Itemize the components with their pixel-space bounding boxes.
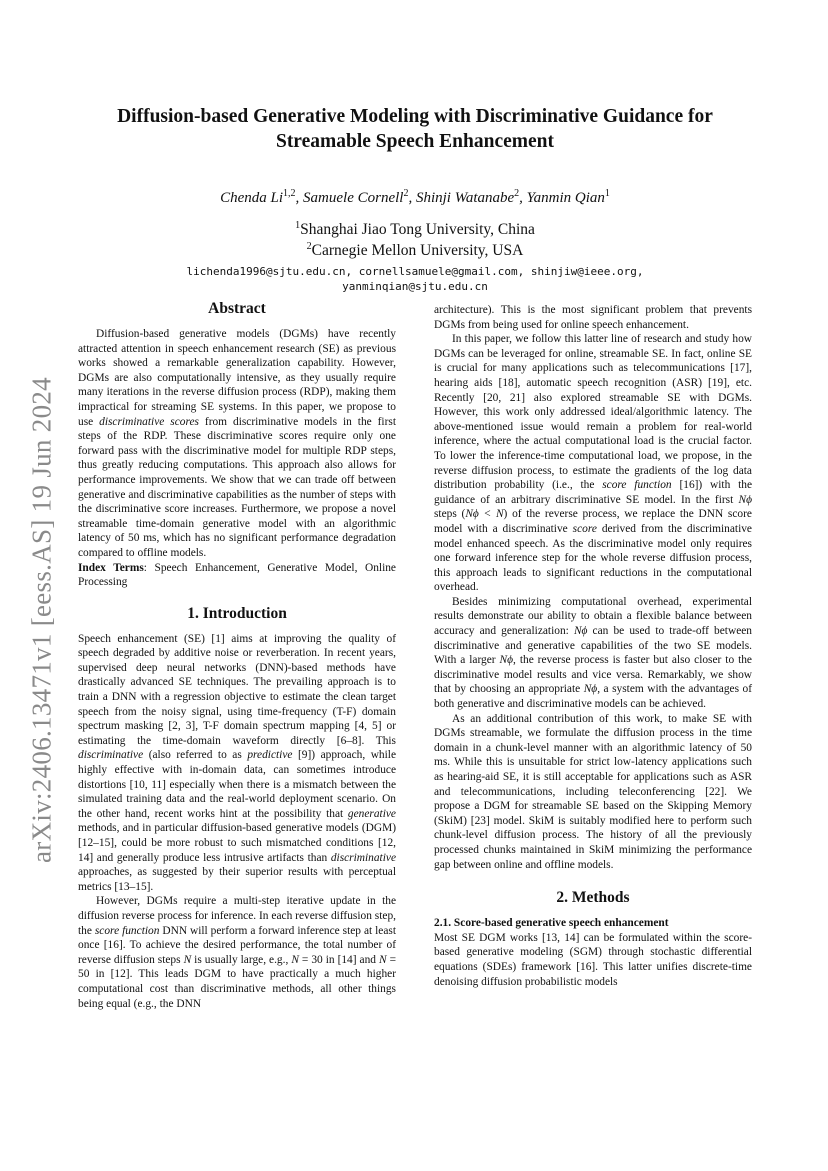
abstract-body — [78, 327, 396, 561]
title-line-1: Diffusion-based Generative Modeling with Discriminative Guidance for — [117, 106, 713, 127]
math-symbol: Nϕ — [573, 625, 588, 638]
author-affil-mark: 2 — [403, 188, 409, 199]
intro-paragraph-continued: architecture). This is the most significant problem that prevents DGMs from being used for online speech enhancement. — [434, 304, 752, 331]
title-line-2: Streamable Speech Enhancement — [275, 131, 555, 152]
body-text: can be used to trade-off between discriminative and generative capabilities of the two SE models. With a larger — [434, 625, 752, 667]
body-text: is usually large, e.g., — [191, 953, 292, 966]
methods-subsection-heading: 2.1. Score-based generative speech enhancement — [434, 917, 669, 930]
author-affil-mark: 1 — [604, 188, 610, 199]
author-name: Chenda Li — [220, 190, 284, 206]
right-column — [434, 303, 752, 989]
intro-paragraph-5: As an additional contribution of this work, to make SE with DGMs streamable, we formulate the diffusion process in the time domain in a chunk-level manner with an algorithmic latency of 50 ms. While this is unsuitable for strict low-latency applications such as hearing-aid SE, it is still acceptable for applications such as ASR and telecommunications, including teleconferencing [22]. We propose a DGM for streamable SE based on the Skipping Memory (SkiM) [23] model. SkiM is suitably modified here to perform such chunk-level diffusion process. The history of all the previously processed chunks maintained in SkiM minimizing the performance gap between online and offline models. — [434, 712, 752, 871]
body-text: Speech enhancement (SE) [1] aims at improving the quality of speech degraded by additive noise or reverberation. In recent years, supervised deep neural networks (DNN)-based methods have drastically advanced SE techniques. The prevailing approach is to train a DNN with a regression objective to estimate the clean target speech from the noisy signal, using time-frequency (T-F) domain spectrum masking [2, 3], T-F domain spectrum mapping [4, 5] or estimating the time-domain waveform directly [6–8]. This — [78, 632, 396, 747]
math-symbol: Nϕ — [499, 654, 514, 667]
math-symbol: N — [183, 953, 192, 966]
index-terms-text: : Speech Enhancement, Generative Model, Online Processing — [78, 561, 396, 589]
affiliation-2 — [90, 241, 740, 260]
body-text: = 50 in [12]. This leads DGM to have practically a much higher computational cost than discriminative methods, all other things being equal (e.g., the DNN — [78, 953, 396, 1010]
body-text: steps ( — [434, 508, 466, 521]
abstract-text: from discriminative models in the first steps of the RDP. These discriminative scores require only one forward pass with the discriminative model for multiple RDP steps, thus greatly reducing computations. This approach also allows for performance improvements. We show that we can trade off between generative and discriminative capabilities as the number of steps with the discriminative score increases. Furthermore, we propose a novel streamable time-domain generative model with an algorithmic latency of 50 ms, which has no significant performance degradation compared to offline models. — [78, 415, 396, 559]
body-text: [16]) with the guidance of an arbitrary discriminative SE model. In the first — [434, 479, 753, 506]
arxiv-identifier: arXiv:2406.13471v1 [eess.AS] 19 Jun 2024 — [26, 377, 57, 863]
paper-title — [90, 104, 740, 154]
math-symbol: N — [291, 953, 299, 966]
body-text: = 30 in [14] and — [298, 953, 379, 966]
body-text: , a system with the advantages of both generative and discriminative models can be achieved. — [434, 683, 752, 711]
abstract-heading: Abstract — [208, 300, 266, 317]
math-symbol: Nϕ — [583, 683, 598, 696]
body-text: (also referred to as — [143, 749, 248, 762]
body-text: ) of the reverse process, we replace the DNN score model with a discriminative — [434, 508, 752, 535]
introduction-heading: 1. Introduction — [187, 604, 287, 622]
math-symbol: N — [378, 953, 387, 966]
affiliation-1 — [90, 220, 740, 239]
affiliation-name: Shanghai Jiao Tong University, China — [300, 221, 535, 239]
body-emphasis: generative — [347, 807, 396, 820]
abstract-text: Diffusion-based generative models (DGMs) have recently attracted attention in speech enhancement research (SE) as previous works showed a remarkable generalization capability. However, DGMs are also computationally intensive, as they usually require many iterations in the reverse diffusion process (RDP), making them impractical for streaming SE systems. In this paper, we propose to use — [78, 328, 396, 428]
author-name: Samuele Cornell — [303, 190, 404, 206]
math-inequality: Nϕ < N — [465, 508, 504, 521]
author-list: Chenda Li$^{1,2}$, Samuele Cornell$^2$, Shinji Watanabe$^2$, Yanmin Qian$^1$ — [220, 188, 610, 206]
index-terms-label: Index Terms — [78, 561, 144, 574]
body-emphasis: discriminative — [330, 851, 396, 864]
body-text: methods, and in particular diffusion-based generative models (DGM) [12–15], could be more robust to such mismatched conditions [12, 14] and generally produce less intrusive artifacts than — [78, 822, 396, 864]
body-emphasis: score — [572, 522, 597, 535]
abstract-emphasis: discriminative scores — [99, 415, 199, 428]
body-text: derived from the discriminative model enhanced speech. As the discriminative model only requires one forward inference step for the whole reverse diffusion process, this approach leads to significant reductions in the computational overhead. — [434, 522, 752, 594]
body-text: approaches, as suggested by their superior results with perceptual metrics [13–15]. — [78, 866, 396, 893]
intro-paragraph-1 — [78, 632, 396, 895]
body-emphasis: predictive — [247, 749, 293, 762]
left-column — [78, 299, 396, 1011]
email-line-1: lichenda1996@sjtu.edu.cn, cornellsamuele@gmail.com, shinjiw@ieee.org, — [186, 265, 644, 278]
intro-paragraph-3 — [434, 332, 752, 595]
math-symbol: Nϕ — [738, 493, 752, 506]
body-text: In this paper, we follow this latter line of research and study how DGMs can be leveraged for online, streamable SE. In fact, online SE is crucial for many applications such as telecommunications [17], hearing aids [18], automatic speech recognition (ASR) [19], etc. Recently [20, 21] also explored streamable SE with DGMs. However, this work only addressed ideal/algorithmic latency. The above-mentioned issue would remain a problem for real-world inference, where the actual computational load is the crucial factor. To lower the inference-time computational load, we propose, in the reverse diffusion process, to estimate the gradients of the log data distribution probability (i.e., the — [434, 333, 752, 492]
methods-heading: 2. Methods — [556, 889, 630, 907]
body-emphasis: score function — [602, 479, 672, 492]
body-text: , the reverse process is faster but also closer to the discriminative model results and vice versa. Remarkably, we show that by choosing an appropriate — [434, 654, 752, 696]
body-text: Besides minimizing computational overhead, experimental results demonstrate our ability to obtain a flexible balance between accuracy and generalization: — [434, 595, 752, 638]
affiliation-mark: 2 — [306, 241, 312, 252]
methods-paragraph-1: Most SE DGM works [13, 14] can be formulated within the score-based generative modeling (SGM) through stochastic differential equations (SDEs) framework [16]. This latter unifies discrete-time denoising diffusion probabilistic models — [434, 931, 752, 988]
author-name: Yanmin Qian — [526, 190, 605, 206]
body-text: However, DGMs require a multi-step iterative update in the diffusion reverse process for inference. In each reverse diffusion step, the — [78, 895, 396, 937]
body-text: [9]) approach, while highly effective with in-domain data, can sometimes introduce distortions [10, 11] especially when there is a mismatch between the simulated training data and the real-world deployment scenario. On the other hand, recent works hint at the possibility that — [78, 749, 396, 820]
author-affil-mark: 1,2 — [283, 188, 296, 199]
author-emails — [140, 264, 690, 294]
author-affil-mark: 2 — [514, 188, 520, 199]
arxiv-stamp — [18, 360, 66, 880]
affiliation-mark: 1 — [295, 220, 301, 231]
intro-paragraph-2 — [78, 894, 396, 1011]
body-emphasis: score function — [94, 924, 160, 937]
index-terms — [78, 561, 396, 590]
body-emphasis: discriminative — [78, 749, 144, 762]
body-text: DNN will perform a forward inference step at least once [16]. To achieve the desired performance, the total number of reverse diffusion steps — [78, 924, 396, 966]
author-name: Shinji Watanabe — [415, 190, 515, 206]
intro-paragraph-4 — [434, 595, 752, 712]
email-line-2: yanminqian@sjtu.edu.cn — [342, 280, 488, 293]
affiliation-name: Carnegie Mellon University, USA — [311, 242, 524, 260]
